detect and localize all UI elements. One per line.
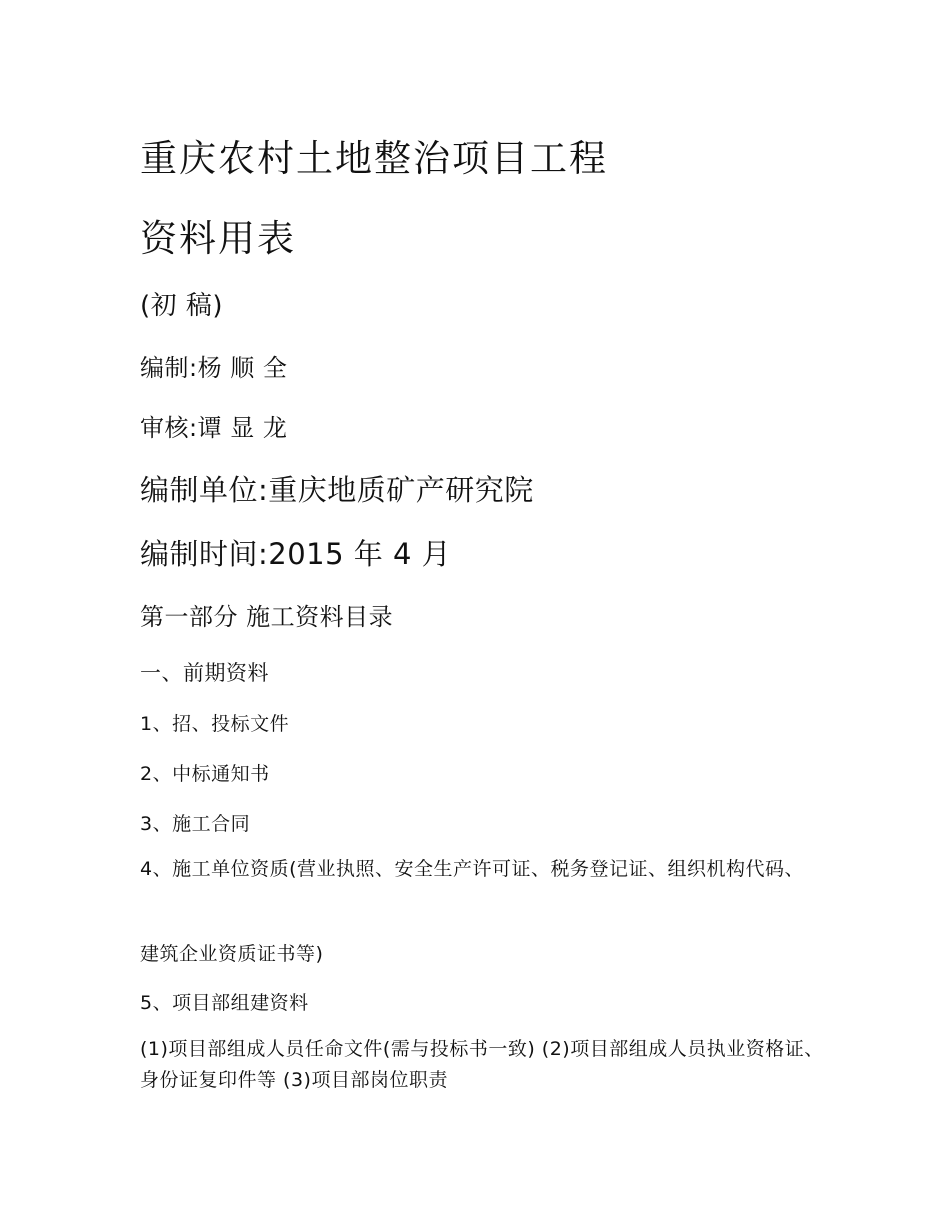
doc-title-line2: 资料用表: [140, 217, 296, 260]
list-item: 建筑企业资质证书等): [140, 943, 324, 965]
section-heading: 一、前期资料: [140, 661, 269, 685]
compiling-date: 编制时间:2015 年 4 月: [140, 537, 452, 571]
list-item: (1)项目部组成人员任命文件(需与投标书一致) (2)项目部组成人员执业资格证、身份证复印件等 (3)项目部岗位职责: [140, 1038, 824, 1091]
list-item: 5、项目部组建资料: [140, 992, 309, 1014]
list-item: 3、施工合同: [140, 813, 251, 835]
list-item: 2、中标通知书: [140, 763, 270, 785]
reviewed-by: 审核:谭 显 龙: [140, 414, 288, 442]
compiling-organization: 编制单位:重庆地质矿产研究院: [140, 473, 534, 507]
list-item: 4、施工单位资质(营业执照、安全生产许可证、税务登记证、组织机构代码、: [140, 858, 805, 880]
compiled-by: 编制:杨 顺 全: [140, 354, 288, 382]
draft-label: (初 稿): [140, 291, 224, 321]
doc-title-line1: 重庆农村土地整治项目工程: [140, 137, 608, 180]
list-item: 1、招、投标文件: [140, 713, 290, 735]
part-heading: 第一部分 施工资料目录: [140, 603, 394, 631]
